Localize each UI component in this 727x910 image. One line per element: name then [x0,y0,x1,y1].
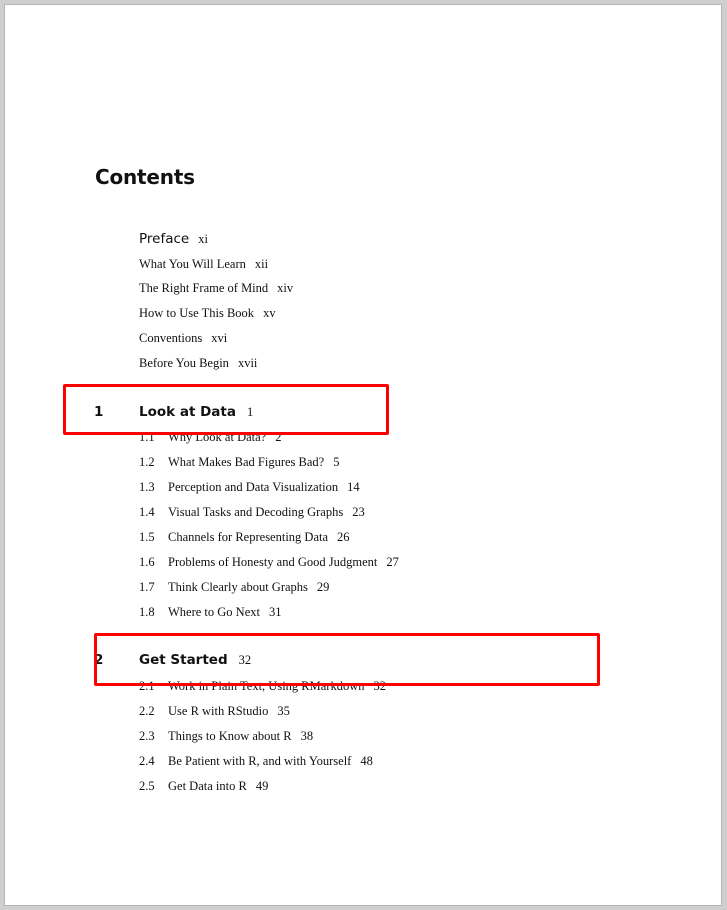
section-page: 38 [300,729,314,743]
section-page: 27 [386,555,399,569]
toc-entry-label: Conventions [139,331,203,345]
toc-section [139,754,373,769]
section-number: 1.3 [139,480,155,494]
section-number: 1.4 [139,505,155,519]
toc-entry-conventions [139,331,227,346]
section-number: 1.5 [139,530,155,544]
section-number: 2.1 [139,679,155,693]
document-page [4,4,722,906]
section-title: What Makes Bad Figures Bad? [168,455,325,469]
toc-section [139,455,340,470]
section-title: Perception and Data Visualization [168,480,339,494]
toc-entry-label: Before You Begin [139,356,229,370]
toc-section [139,530,350,545]
section-title: Channels for Representing Data [168,530,329,544]
toc-entry-page: xvi [211,331,228,345]
chapter-number: 2 [94,652,104,668]
highlight-box-chapter-1 [63,384,389,435]
section-title: Problems of Honesty and Good Judgment [168,555,378,569]
section-number: 1.6 [139,555,155,569]
section-title: Get Data into R [168,779,247,793]
chapter-title: Look at Data [139,404,236,420]
toc-entry-page: xi [198,232,208,246]
section-number: 2.2 [139,704,155,718]
page-title: Contents [95,165,195,189]
section-number: 1.8 [139,605,155,619]
section-title: Be Patient with R, and with Yourself [168,754,352,768]
toc-section [139,580,330,595]
section-number: 1.1 [139,430,155,444]
toc-entry-what-you-will-learn [139,257,268,272]
chapter-page: 1 [246,405,254,419]
chapter-page: 32 [238,653,252,667]
section-page: 23 [352,505,365,519]
section-page: 14 [347,480,360,494]
toc-entry-how-to-use [139,306,276,321]
chapter-number: 1 [94,404,104,420]
section-page: 48 [360,754,373,768]
section-title: Think Clearly about Graphs [168,580,308,594]
section-page: 26 [337,530,350,544]
toc-entry-label: The Right Frame of Mind [139,281,269,295]
toc-section [139,729,314,744]
section-number: 2.5 [139,779,155,793]
section-page: 29 [316,580,330,594]
section-page: 35 [277,704,290,718]
toc-section [139,704,290,719]
toc-entry-label: Preface [139,231,190,247]
toc-entry-page: xiv [277,281,294,295]
toc-section [139,505,365,520]
toc-entry-label: How to Use This Book [139,306,255,320]
toc-entry-page: xv [263,306,276,320]
section-title: Things to Know about R [168,729,292,743]
section-title: Visual Tasks and Decoding Graphs [168,505,344,519]
section-page: 32 [373,679,386,693]
section-title: Work in Plain Text, Using RMarkdown [168,679,365,693]
toc-entry-preface [139,231,208,247]
toc-section [139,480,360,495]
toc-section [139,779,269,794]
toc-section [139,605,282,620]
highlight-box-chapter-2 [94,633,600,686]
section-number: 2.4 [139,754,155,768]
section-title: Use R with RStudio [168,704,269,718]
section-number: 1.2 [139,455,155,469]
toc-entry-before-you-begin [139,356,257,371]
section-number: 1.7 [139,580,155,594]
toc-entry-right-frame-of-mind [139,281,293,296]
section-number: 2.3 [139,729,155,743]
section-title: Why Look at Data? [168,430,267,444]
toc-entry-page: xii [254,257,269,271]
toc-entry-label: What You Will Learn [139,257,246,271]
section-page: 31 [268,605,282,619]
toc-section [139,555,399,570]
section-page: 5 [333,455,340,469]
toc-entry-page: xvii [237,356,258,370]
section-page: 2 [275,430,282,444]
chapter-title: Get Started [139,652,228,668]
section-title: Where to Go Next [168,605,260,619]
section-page: 49 [255,779,269,793]
